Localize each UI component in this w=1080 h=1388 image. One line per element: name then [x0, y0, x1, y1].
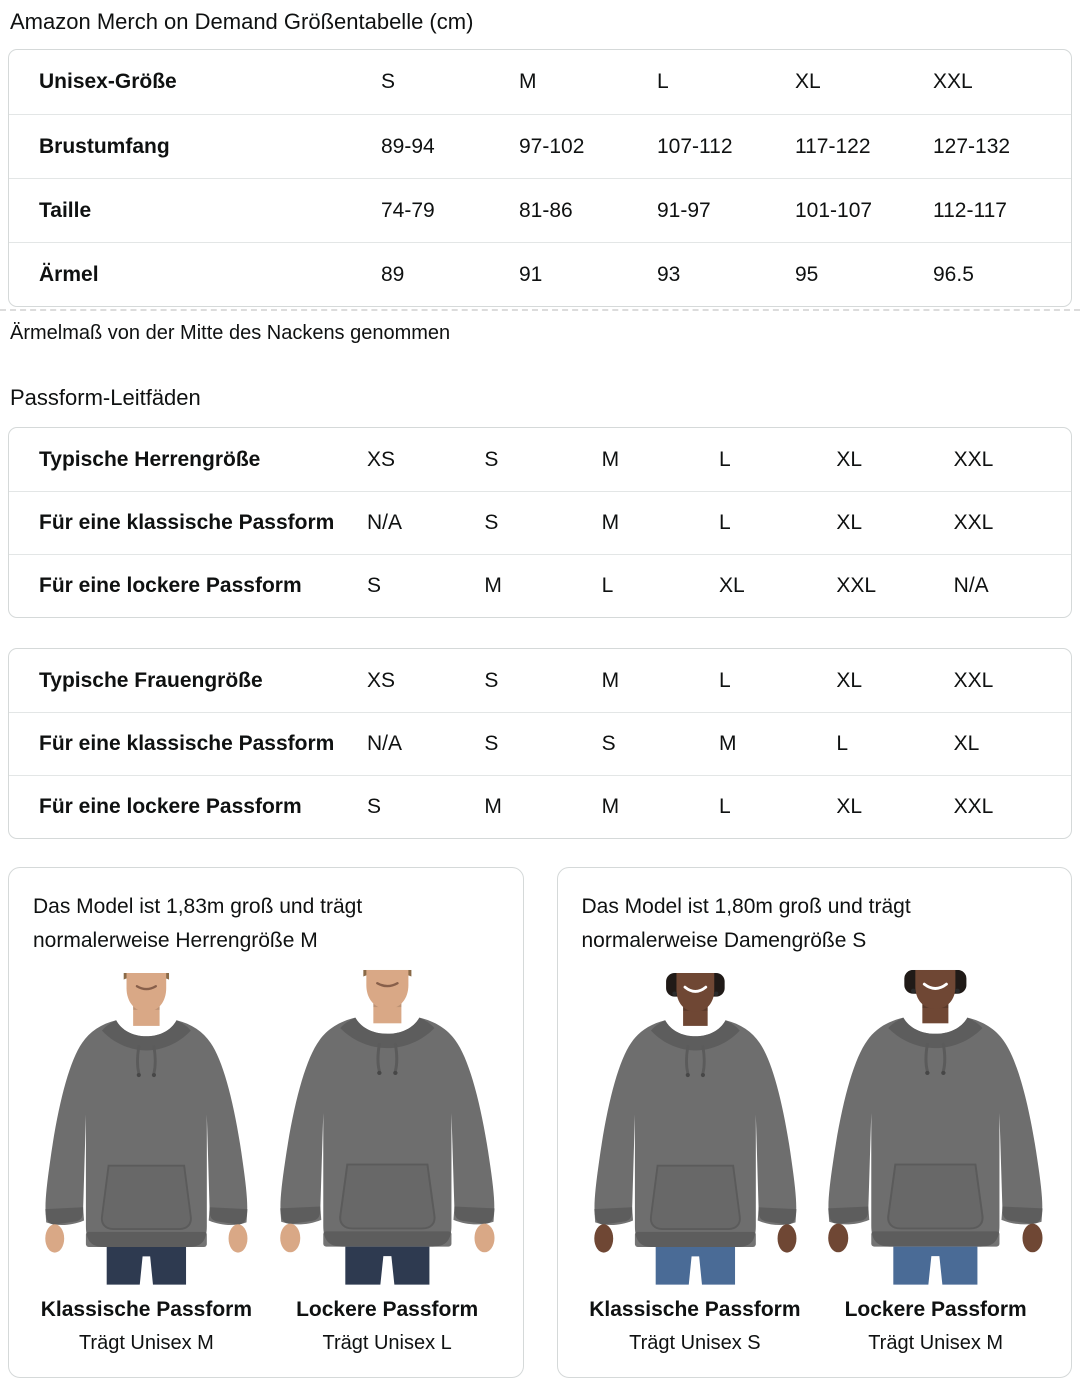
model-photos: [33, 973, 501, 1355]
model-description: Das Model ist 1,83m groß und trägt normalerweise Herrengröße M: [33, 895, 363, 952]
page-title: Amazon Merch on Demand Größentabelle (cm): [10, 9, 474, 34]
fit-guides-heading: Passform-Leitfäden: [10, 385, 201, 410]
size-table: [8, 49, 1072, 307]
fit-cell: M: [601, 447, 620, 471]
measure-cell: 112-117: [933, 198, 1007, 222]
fit-label: Lockere Passform: [296, 1297, 479, 1321]
row-label: Für eine lockere Passform: [39, 795, 302, 818]
row-label: Typische Herrengröße: [39, 447, 261, 471]
measure-cell: 97-102: [519, 134, 585, 158]
row-label: Typische Frauengröße: [39, 668, 263, 692]
size-cell: S: [381, 70, 396, 93]
dashed-divider: [0, 309, 1080, 311]
fit-label: Klassische Passform: [40, 1297, 253, 1321]
male-classic-fit-figure: [33, 973, 260, 1355]
fit-cell: L: [836, 732, 849, 755]
fit-cell: M: [484, 795, 502, 818]
fit-cell: M: [601, 668, 620, 692]
fit-cell: S: [484, 511, 499, 534]
fit-cell: N/A: [953, 574, 989, 597]
womens-fit-row-classic: [9, 712, 1071, 775]
fit-cell: XL: [719, 574, 745, 597]
fit-label: Klassische Passform: [589, 1297, 801, 1321]
fit-size-label: Trägt Unisex M: [868, 1332, 1004, 1355]
male-model-classic-photo: [33, 973, 260, 1285]
female-classic-fit-figure: [582, 973, 809, 1355]
size-table-header-row: [9, 50, 1071, 114]
measure-cell: 101-107: [795, 198, 873, 222]
fit-label: Lockere Passform: [844, 1297, 1027, 1321]
fit-cell: M: [601, 795, 620, 818]
measure-cell: 91-97: [657, 198, 711, 222]
fit-cell: M: [601, 511, 620, 534]
mens-fit-row-loose: [9, 554, 1071, 617]
fit-cell: XXL: [953, 795, 994, 818]
fit-cell: S: [601, 732, 616, 755]
mens-fit-row-typical: [9, 428, 1071, 491]
model-photos: [582, 973, 1050, 1355]
fit-cell: S: [367, 795, 382, 818]
male-model-card: [8, 867, 524, 1378]
fit-cell: XL: [836, 511, 863, 534]
row-label: Taille: [39, 198, 92, 222]
measure-cell: 89-94: [381, 134, 435, 158]
fit-cell: N/A: [367, 511, 403, 534]
mens-fit-table: [8, 427, 1072, 618]
measure-cell: 117-122: [795, 134, 871, 158]
measure-cell: 107-112: [657, 134, 733, 158]
fit-cell: XXL: [953, 668, 994, 692]
size-cell: L: [657, 70, 669, 93]
female-model-card: [557, 867, 1073, 1378]
mens-fit-row-classic: [9, 491, 1071, 554]
measure-cell: 95: [795, 262, 819, 286]
row-label: Unisex-Größe: [39, 70, 177, 93]
womens-fit-table: [8, 648, 1072, 839]
fit-size-label: Trägt Unisex S: [629, 1332, 761, 1355]
measure-cell: 127-132: [933, 134, 1011, 158]
fit-cell: N/A: [367, 732, 403, 755]
male-loose-fit-figure: [274, 973, 501, 1355]
fit-size-label: Trägt Unisex M: [78, 1332, 214, 1355]
fit-cell: XL: [953, 732, 980, 755]
fit-cell: XL: [836, 447, 863, 471]
fit-cell: XXL: [953, 447, 994, 471]
female-model-loose-photo: [815, 970, 1055, 1285]
fit-cell: L: [601, 574, 614, 597]
size-cell: XL: [795, 70, 821, 93]
fit-cell: XXL: [836, 574, 877, 597]
fit-cell: M: [719, 732, 737, 755]
row-label: Ärmel: [39, 262, 99, 286]
fit-cell: S: [484, 732, 499, 755]
measure-cell: 89: [381, 262, 405, 286]
row-label: Brustumfang: [39, 134, 170, 158]
measure-cell: 74-79: [381, 198, 435, 222]
model-description: Das Model ist 1,80m groß und trägt normalerweise Damengröße S: [581, 895, 911, 952]
female-model-classic-photo: [582, 973, 809, 1285]
male-model-loose-photo: [267, 970, 507, 1285]
fit-cell: L: [719, 447, 731, 471]
spacer: [8, 618, 1072, 648]
measure-cell: 91: [519, 262, 543, 286]
measure-cell: 81-86: [519, 198, 573, 222]
measure-cell: 96.5: [933, 262, 974, 286]
fit-cell: S: [484, 668, 499, 692]
row-label: Für eine klassische Passform: [39, 732, 335, 755]
fit-cell: S: [367, 574, 382, 597]
size-cell: M: [519, 70, 537, 93]
fit-cell: XL: [836, 668, 863, 692]
fit-cell: XS: [367, 447, 396, 471]
fit-cell: XL: [836, 795, 863, 818]
fit-cell: M: [484, 574, 502, 597]
measure-cell: 93: [657, 262, 681, 286]
fit-cell: L: [719, 795, 731, 818]
size-cell: XXL: [933, 70, 973, 93]
fit-cell: S: [484, 447, 499, 471]
sleeve-note: Ärmelmaß von der Mitte des Nackens genommen: [10, 322, 451, 344]
size-table-row-waist: [9, 178, 1071, 242]
fit-cell: L: [719, 668, 731, 692]
fit-cell: XS: [367, 668, 396, 692]
fit-size-label: Trägt Unisex L: [322, 1332, 452, 1355]
size-table-row-chest: [9, 114, 1071, 178]
size-table-row-sleeve: [9, 242, 1071, 306]
model-cards: [8, 867, 1072, 1378]
fit-cell: XXL: [953, 511, 994, 534]
female-loose-fit-figure: [822, 973, 1049, 1355]
row-label: Für eine lockere Passform: [39, 574, 302, 597]
row-label: Für eine klassische Passform: [39, 511, 335, 534]
fit-cell: L: [719, 511, 731, 534]
womens-fit-row-typical: [9, 649, 1071, 712]
womens-fit-row-loose: [9, 775, 1071, 838]
